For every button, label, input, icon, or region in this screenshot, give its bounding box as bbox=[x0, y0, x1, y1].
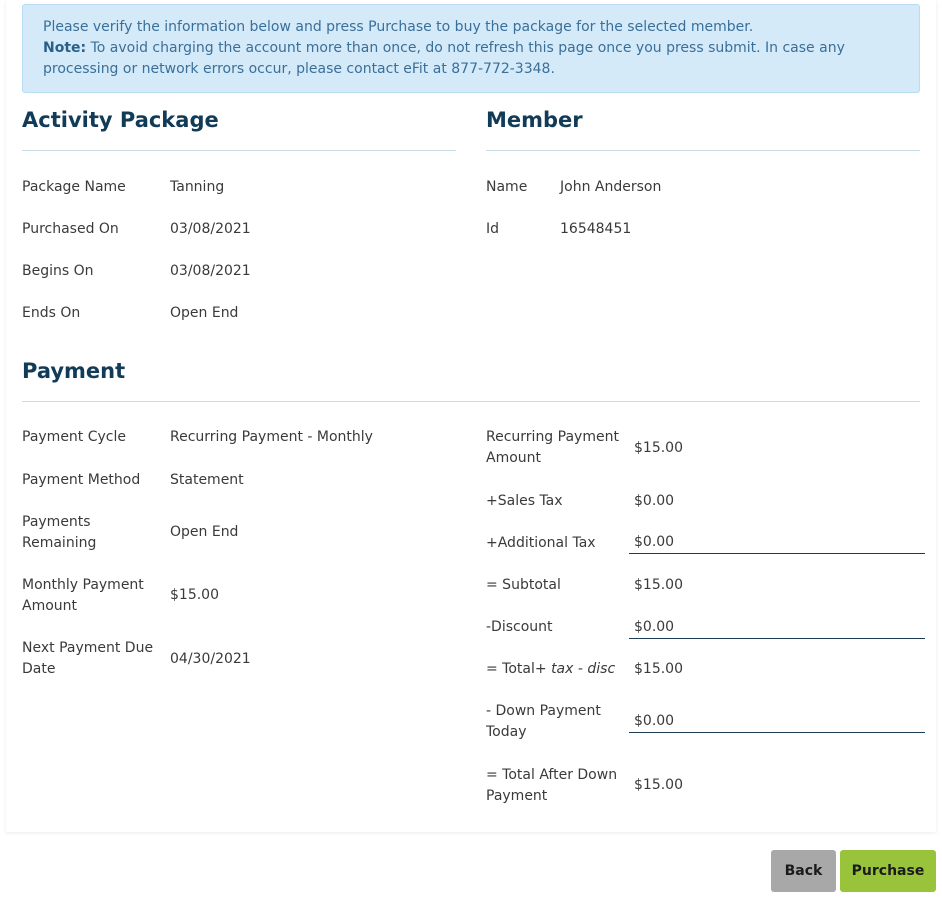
activity-package-heading: Activity Package bbox=[22, 108, 219, 132]
down-payment-today-value: $0.00 bbox=[634, 713, 675, 729]
payment-method-value: Statement bbox=[170, 472, 244, 488]
member-id-label: Id bbox=[486, 221, 500, 237]
ends-on-label: Ends On bbox=[22, 305, 81, 321]
next-payment-due-date-value: 04/30/2021 bbox=[170, 651, 251, 667]
member-name-value: John Anderson bbox=[560, 179, 662, 195]
recurring-payment-amount-label: Recurring Payment Amount bbox=[486, 429, 619, 466]
member-divider bbox=[486, 150, 920, 151]
subtotal-value: $15.00 bbox=[634, 577, 683, 593]
down-payment-today-label: - Down Payment Today bbox=[486, 703, 601, 740]
package-name-label: Package Name bbox=[22, 179, 126, 195]
total-value: $15.00 bbox=[634, 661, 683, 677]
payment-method-label: Payment Method bbox=[22, 472, 141, 488]
total-label bbox=[486, 659, 615, 680]
member-heading: Member bbox=[486, 108, 583, 132]
activity-package-divider bbox=[22, 150, 456, 151]
discount-label: -Discount bbox=[486, 619, 553, 635]
verification-notice bbox=[22, 4, 920, 93]
additional-tax-underline bbox=[629, 553, 925, 554]
payments-remaining-label: Payments Remaining bbox=[22, 514, 97, 551]
total-after-down-payment-value: $15.00 bbox=[634, 777, 683, 793]
ends-on-value: Open End bbox=[170, 305, 239, 321]
back-button[interactable]: Back bbox=[771, 850, 836, 892]
payment-heading: Payment bbox=[22, 359, 126, 383]
note-text: To avoid charging the account more than once, do not refresh this page once you press submit. In case any processing or network errors occur, please contact eFit at 877-772-3348. bbox=[43, 40, 845, 77]
notice-line: Please verify the information below and press Purchase to buy the package for the selected member. bbox=[43, 19, 754, 35]
package-name-value: Tanning bbox=[170, 179, 225, 195]
total-after-down-payment-label: = Total After Down Payment bbox=[486, 767, 618, 804]
down-payment-underline bbox=[629, 732, 925, 733]
purchased-on-label: Purchased On bbox=[22, 221, 119, 237]
subtotal-label: = Subtotal bbox=[486, 577, 561, 593]
next-payment-due-date-label: Next Payment Due Date bbox=[22, 640, 154, 677]
sales-tax-label: +Sales Tax bbox=[486, 493, 563, 509]
total-label-suffix: + tax - disc bbox=[534, 661, 616, 677]
discount-value: $0.00 bbox=[634, 619, 675, 635]
member-name-label: Name bbox=[486, 179, 528, 195]
payment-cycle-label: Payment Cycle bbox=[22, 429, 127, 445]
purchased-on-value: 03/08/2021 bbox=[170, 221, 251, 237]
member-id-value: 16548451 bbox=[560, 221, 632, 237]
purchase-button[interactable]: Purchase bbox=[840, 850, 936, 892]
total-label-text: = Total bbox=[486, 661, 535, 677]
additional-tax-value: $0.00 bbox=[634, 534, 675, 550]
sales-tax-value: $0.00 bbox=[634, 493, 675, 509]
payment-cycle-value: Recurring Payment - Monthly bbox=[170, 429, 373, 445]
begins-on-value: 03/08/2021 bbox=[170, 263, 251, 279]
monthly-payment-amount-value: $15.00 bbox=[170, 587, 219, 603]
note-label: Note: bbox=[43, 40, 87, 56]
discount-underline bbox=[629, 638, 925, 639]
additional-tax-label: +Additional Tax bbox=[486, 535, 596, 551]
begins-on-label: Begins On bbox=[22, 263, 94, 279]
payment-divider bbox=[22, 401, 920, 402]
payments-remaining-value: Open End bbox=[170, 524, 239, 540]
monthly-payment-amount-label: Monthly Payment Amount bbox=[22, 577, 144, 614]
recurring-payment-amount-value: $15.00 bbox=[634, 440, 683, 456]
